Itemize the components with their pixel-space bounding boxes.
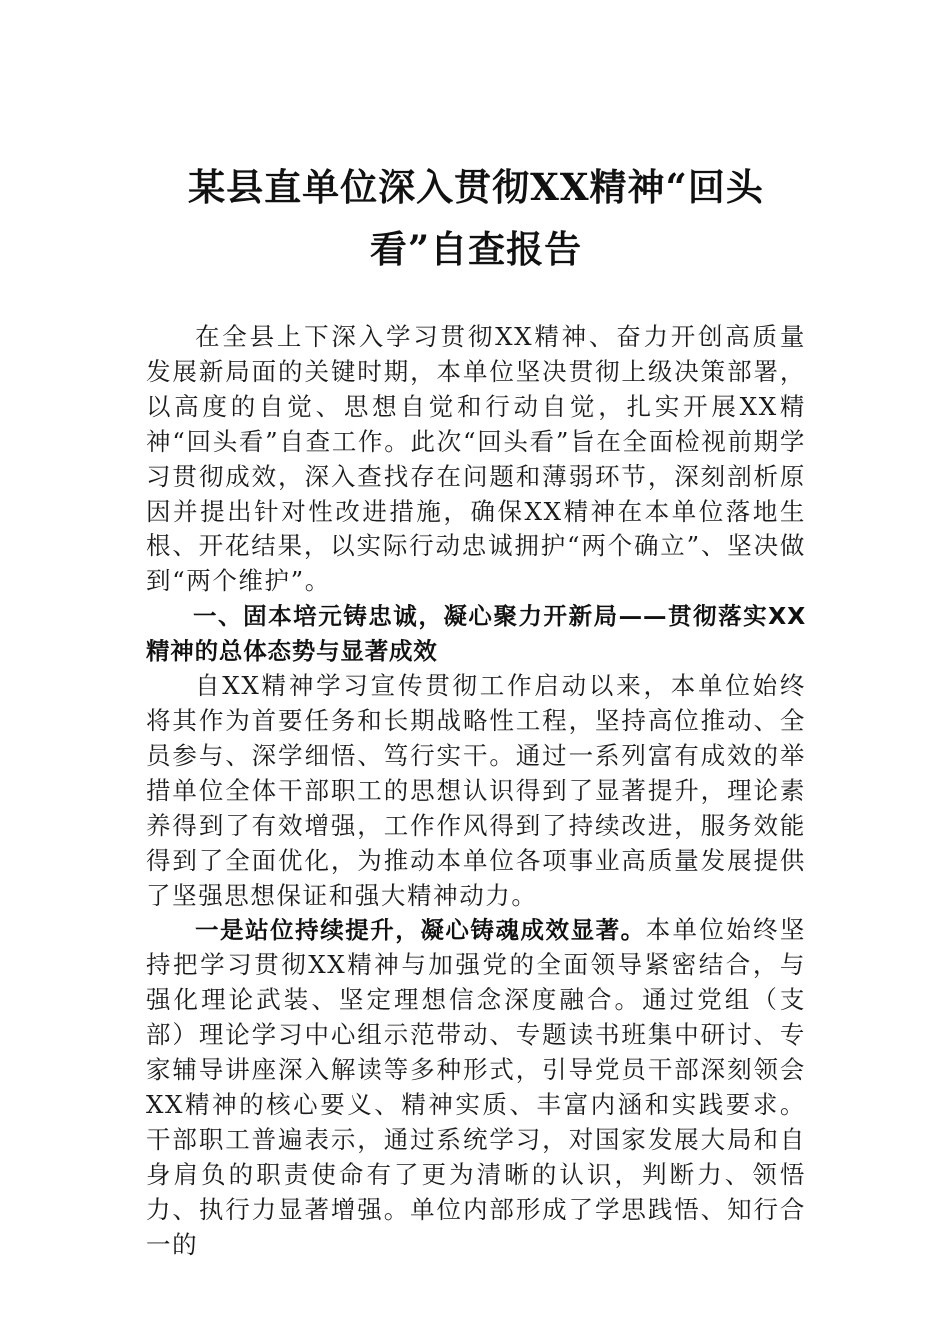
section-heading: 一、固本培元铸忠诚，凝心聚力开新局——贯彻落实XX精神的总体态势与显著成效	[146, 602, 806, 666]
section-paragraph: 自XX精神学习宣传贯彻工作启动以来，本单位始终将其作为首要任务和长期战略性工程，坚持高位推动、全员参与、深学细悟、笃行实干。通过一系列富有成效的举措单位全体干部职工的思想认识得到了显著提升，理论素养得到了有效增强，工作作风得到了持续改进，服务效能得到了全面优化，为推动本单位各项事业高质量发展提供了坚强思想保证和强大精神动力。	[146, 671, 806, 910]
document-title: 某县直单位深入贯彻XX精神“回头看”自查报告	[188, 165, 764, 271]
point-paragraph	[146, 913, 806, 1262]
point-lead: 一是站位持续提升，凝心铸魂成效显著。	[195, 916, 646, 945]
point-text: 本单位始终坚持把学习贯彻XX精神与加强党的全面领导紧密结合，与强化理论武装、坚定理想信念深度融合。通过党组（支部）理论学习中心组示范带动、专题读书班集中研讨、专家辅导讲座深入解读等多种形式，引导党员干部深刻领会XX精神的核心要义、精神实质、丰富内涵和实践要求。干部职工普遍表示，通过系统学习，对国家发展大局和自身肩负的职责使命有了更为清晰的认识，判断力、领悟力、执行力显著增强。单位内部形成了学思践悟、知行合一的	[146, 915, 806, 1259]
document-body	[146, 320, 806, 1262]
intro-paragraph: 在全县上下深入学习贯彻XX精神、奋力开创高质量发展新局面的关键时期，本单位坚决贯彻上级决策部署，以高度的自觉、思想自觉和行动自觉，扎实开展XX精神“回头看”自查工作。此次“回头看”旨在全面检视前期学习贯彻成效，深入查找存在问题和薄弱环节，深刻剖析原因并提出针对性改进措施，确保XX精神在本单位落地生根、开花结果，以实际行动忠诚拥护“两个确立”、坚决做到“两个维护”。	[146, 322, 806, 596]
